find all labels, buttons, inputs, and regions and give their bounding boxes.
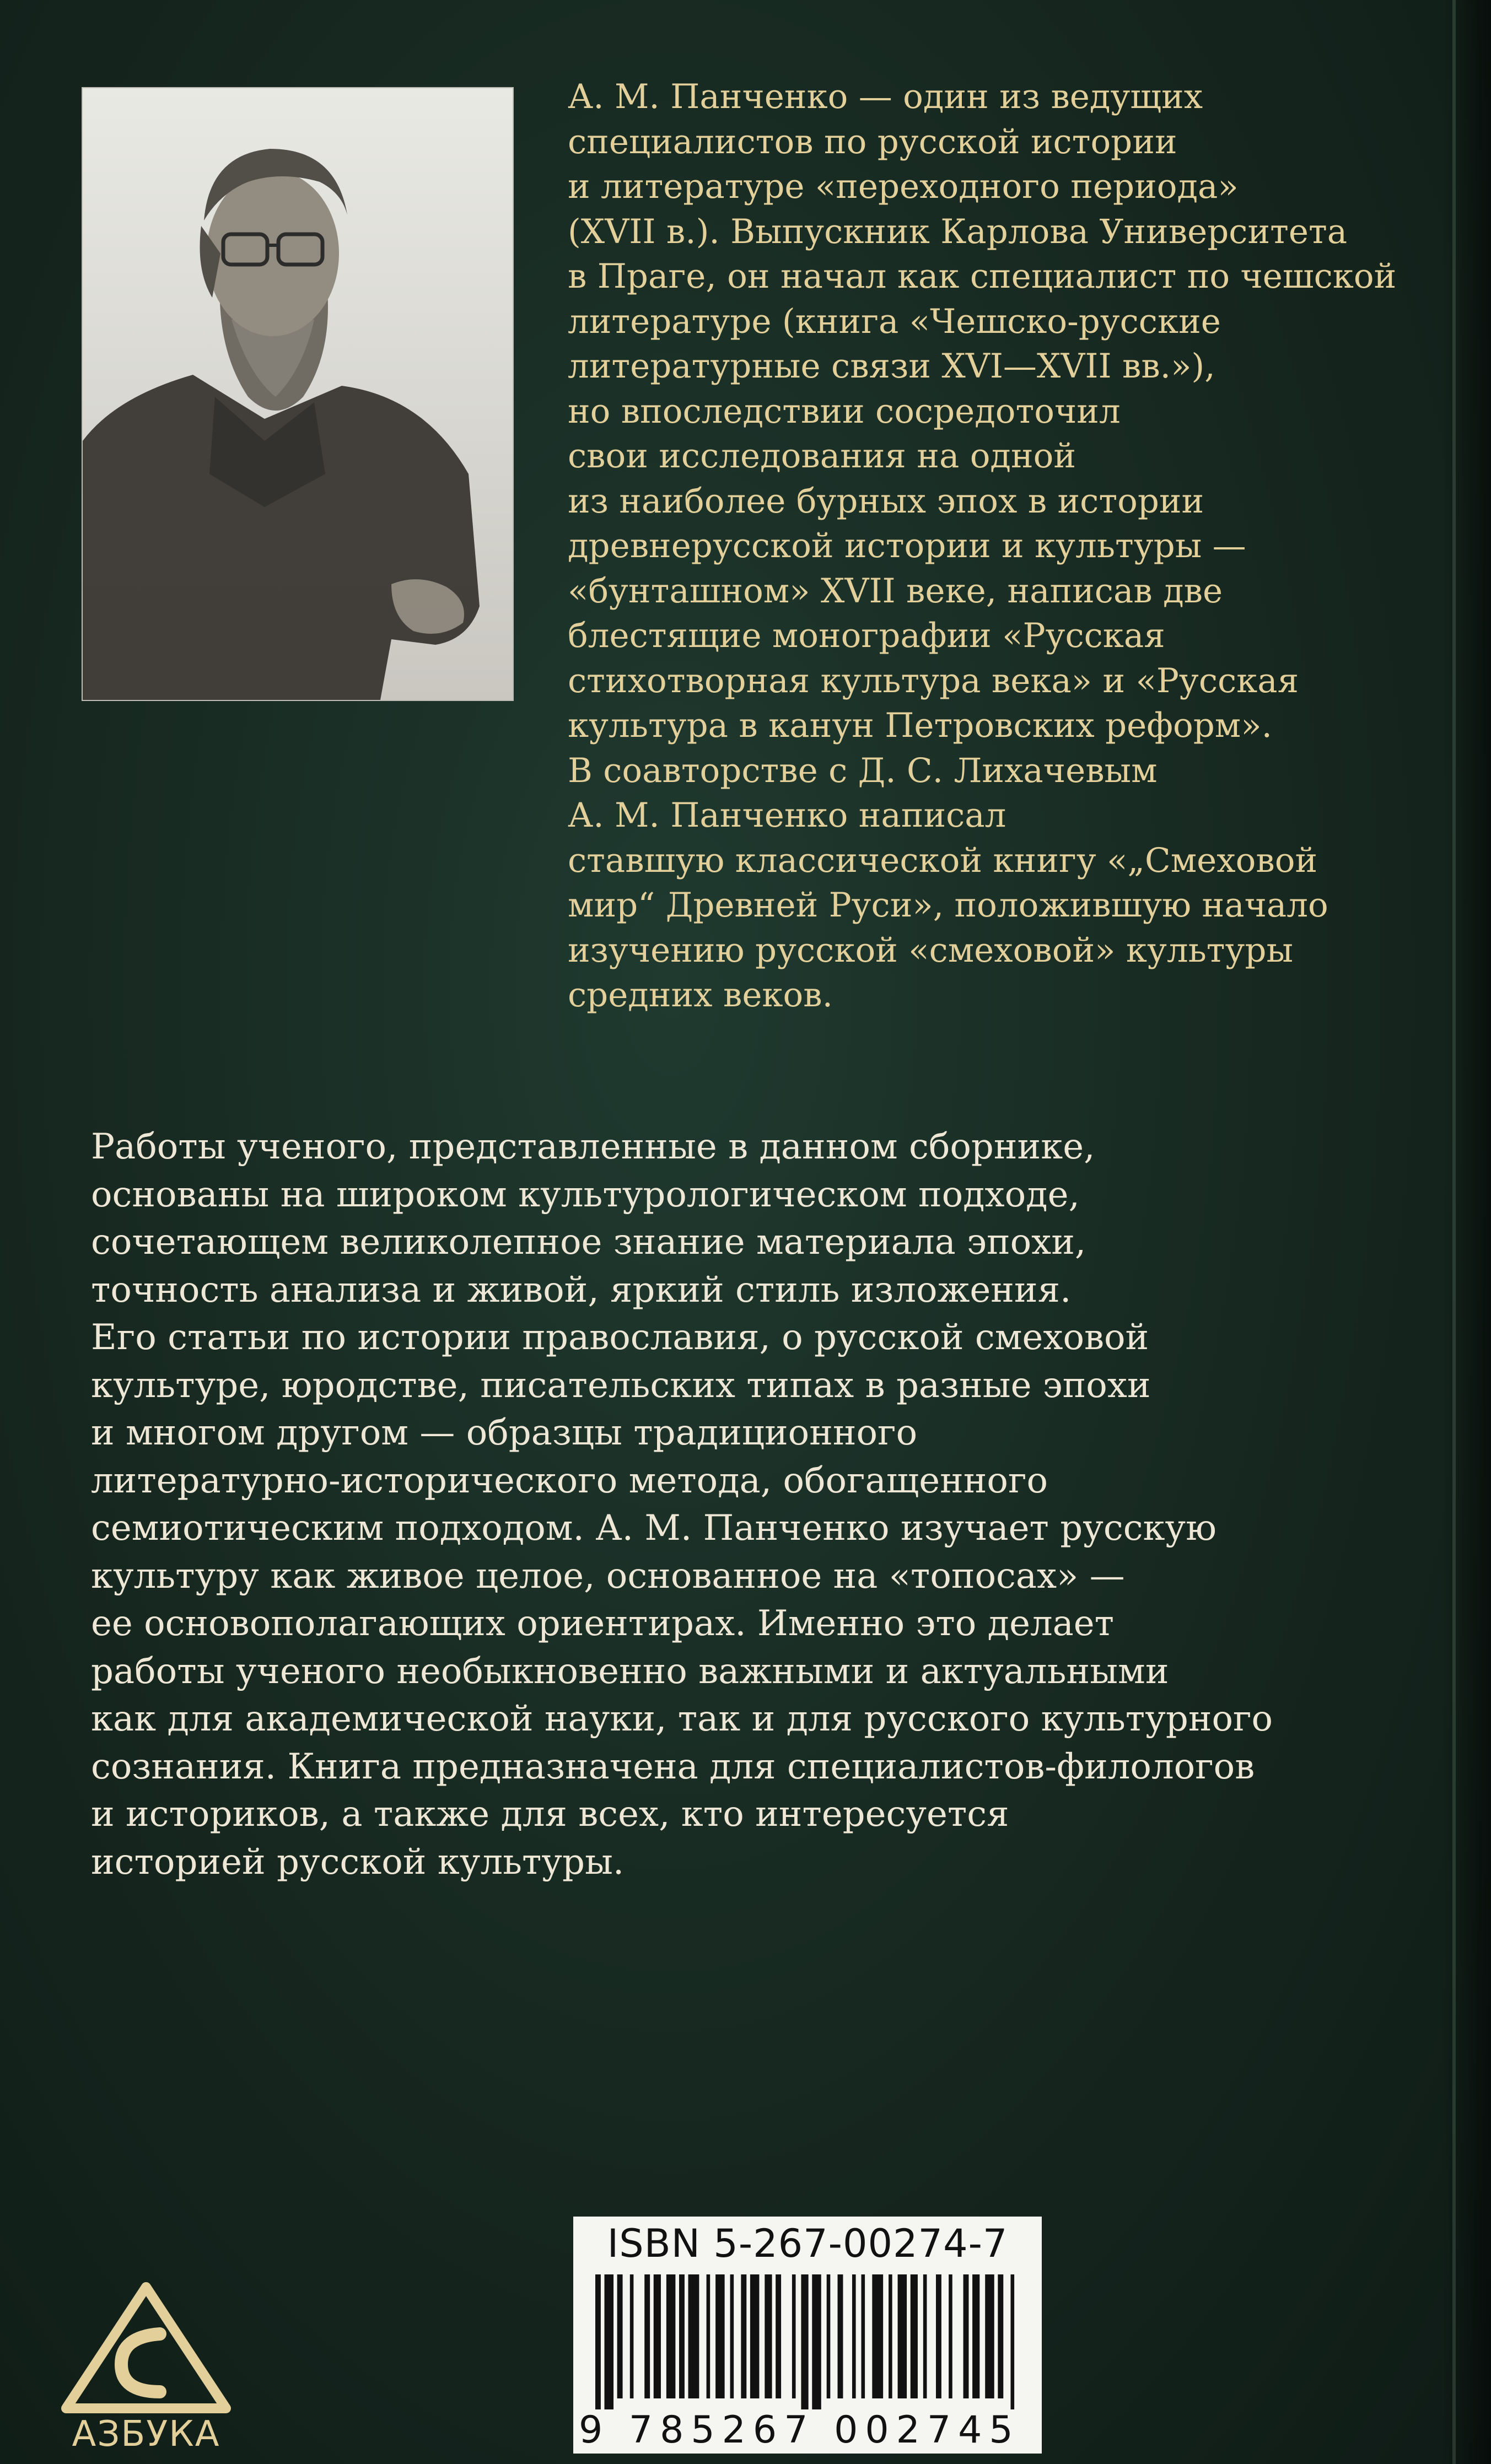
barcode-bar <box>985 2274 994 2398</box>
barcode-bar <box>889 2274 892 2398</box>
bio-line: стихотворная культура века» и «Русская <box>568 661 1299 700</box>
bio-line: древнерусской истории и культуры — <box>568 526 1246 565</box>
description-line: сознания. Книга предназначена для специалистов-филологов <box>91 1746 1255 1787</box>
bio-line: А. М. Панченко написал <box>568 796 1006 835</box>
barcode-bar <box>964 2274 969 2398</box>
barcode-bar <box>936 2274 941 2398</box>
barcode-bar <box>605 2274 614 2409</box>
barcode-bar <box>923 2274 927 2398</box>
bio-line: литературе (книга «Чешско-русские <box>568 301 1221 341</box>
bio-line: (XVII в.). Выпускник Карлова Университета <box>568 212 1348 251</box>
barcode-bars <box>595 2274 1020 2409</box>
bio-line: В соавторстве с Д. С. Лихачевым <box>568 751 1158 790</box>
barcode-bar <box>688 2274 699 2398</box>
barcode-bar <box>644 2274 650 2398</box>
bio-line: свои исследования на одной <box>568 436 1076 476</box>
bio-line: А. М. Панченко — один из ведущих <box>568 77 1203 116</box>
description-line: основаны на широком культурологическом подходе, <box>91 1174 1080 1215</box>
barcode-bar <box>666 2274 676 2398</box>
bio-line: специалистов по русской истории <box>568 122 1177 161</box>
bio-line: блестящие монографии «Русская <box>568 616 1165 655</box>
barcode-bar <box>852 2274 856 2398</box>
bio-line: изучению русской «смеховой» культуры <box>568 930 1294 970</box>
barcode-bar <box>898 2274 907 2398</box>
barcode-digits: 9 785267 002745 <box>579 2408 1020 2452</box>
bio-line: ставшую классической книгу «„Смеховой <box>568 840 1318 880</box>
description-line: точность анализа и живой, яркий стиль изложения. <box>91 1269 1072 1311</box>
author-portrait-image <box>83 88 513 700</box>
author-bio <box>568 74 1455 1018</box>
bio-line: литературные связи XVI—XVII вв.»), <box>568 347 1215 386</box>
azbuka-triangle-logo-icon <box>55 2282 237 2414</box>
barcode-bar <box>949 2274 952 2398</box>
description-line: историей русской культуры. <box>91 1841 625 1883</box>
barcode-bar <box>911 2274 918 2398</box>
barcode-bar <box>654 2274 661 2398</box>
barcode-bar <box>595 2274 601 2409</box>
barcode-bar <box>765 2274 772 2398</box>
barcode-bar <box>972 2274 979 2398</box>
barcode-bar <box>741 2274 746 2398</box>
barcode-bar <box>812 2274 821 2409</box>
description-line: Его статьи по истории православия, о русской смеховой <box>91 1317 1149 1358</box>
barcode-bar <box>715 2274 725 2398</box>
description-line: и историков, а также для всех, кто интересуется <box>91 1794 1009 1835</box>
barcode-bar <box>776 2274 781 2398</box>
barcode-bar <box>998 2274 1003 2398</box>
publisher-name: АЗБУКА <box>72 2414 220 2455</box>
description-line: культуре, юродстве, писательских типах в разные эпохи <box>91 1365 1151 1406</box>
bio-line: и литературе «переходного периода» <box>568 167 1239 206</box>
barcode-bar <box>801 2274 808 2409</box>
description-line: семиотическим подходом. А. М. Панченко изучает русскую <box>91 1508 1217 1549</box>
barcode-bar <box>617 2274 623 2398</box>
description-line: культуру как живое целое, основанное на «топосах» — <box>91 1555 1125 1597</box>
description-line: ее основополагающих ориентирах. Именно это делает <box>91 1603 1115 1644</box>
description-line: литературно-исторического метода, обогащенного <box>91 1460 1048 1501</box>
bio-line: культура в канун Петровских реформ». <box>568 706 1272 745</box>
barcode-bar <box>707 2274 710 2398</box>
description-line: как для академической науки, так и для русского культурного <box>91 1699 1273 1739</box>
author-photo <box>83 88 513 700</box>
description-line: работы ученого необыкновенно важными и актуальными <box>91 1651 1169 1692</box>
description-line: Работы ученого, представленные в данном сборнике, <box>91 1126 1095 1167</box>
description-line: и многом другом — образцы традиционного <box>91 1412 918 1453</box>
barcode-bar <box>792 2274 796 2398</box>
barcode-bar <box>1010 2274 1014 2409</box>
bio-line: «бунташном» XVII веке, написав две <box>568 571 1223 611</box>
bio-line: средних веков. <box>568 975 833 1015</box>
publisher-logo <box>55 2282 237 2455</box>
bio-line: но впоследствии сосредоточил <box>568 391 1121 431</box>
barcode-bar <box>827 2274 831 2398</box>
barcode-bar <box>750 2274 760 2398</box>
barcode-bar <box>679 2274 685 2398</box>
isbn-barcode <box>573 2217 1042 2454</box>
description-line: сочетающем великолепное знание материала эпохи, <box>91 1222 1086 1263</box>
bio-line: в Праге, он начал как специалист по чешской <box>568 257 1397 296</box>
barcode-bar <box>630 2274 634 2398</box>
bio-line: мир“ Древней Руси», положившую начало <box>568 886 1328 925</box>
book-description <box>91 1123 1447 1886</box>
barcode-bar <box>861 2274 865 2398</box>
bio-line: из наиболее бурных эпох в истории <box>568 481 1204 521</box>
isbn-number: ISBN 5-267-00274-7 <box>607 2221 1008 2266</box>
barcode-bar <box>872 2274 883 2398</box>
barcode-bar <box>838 2274 843 2398</box>
barcode-bar <box>730 2274 734 2398</box>
